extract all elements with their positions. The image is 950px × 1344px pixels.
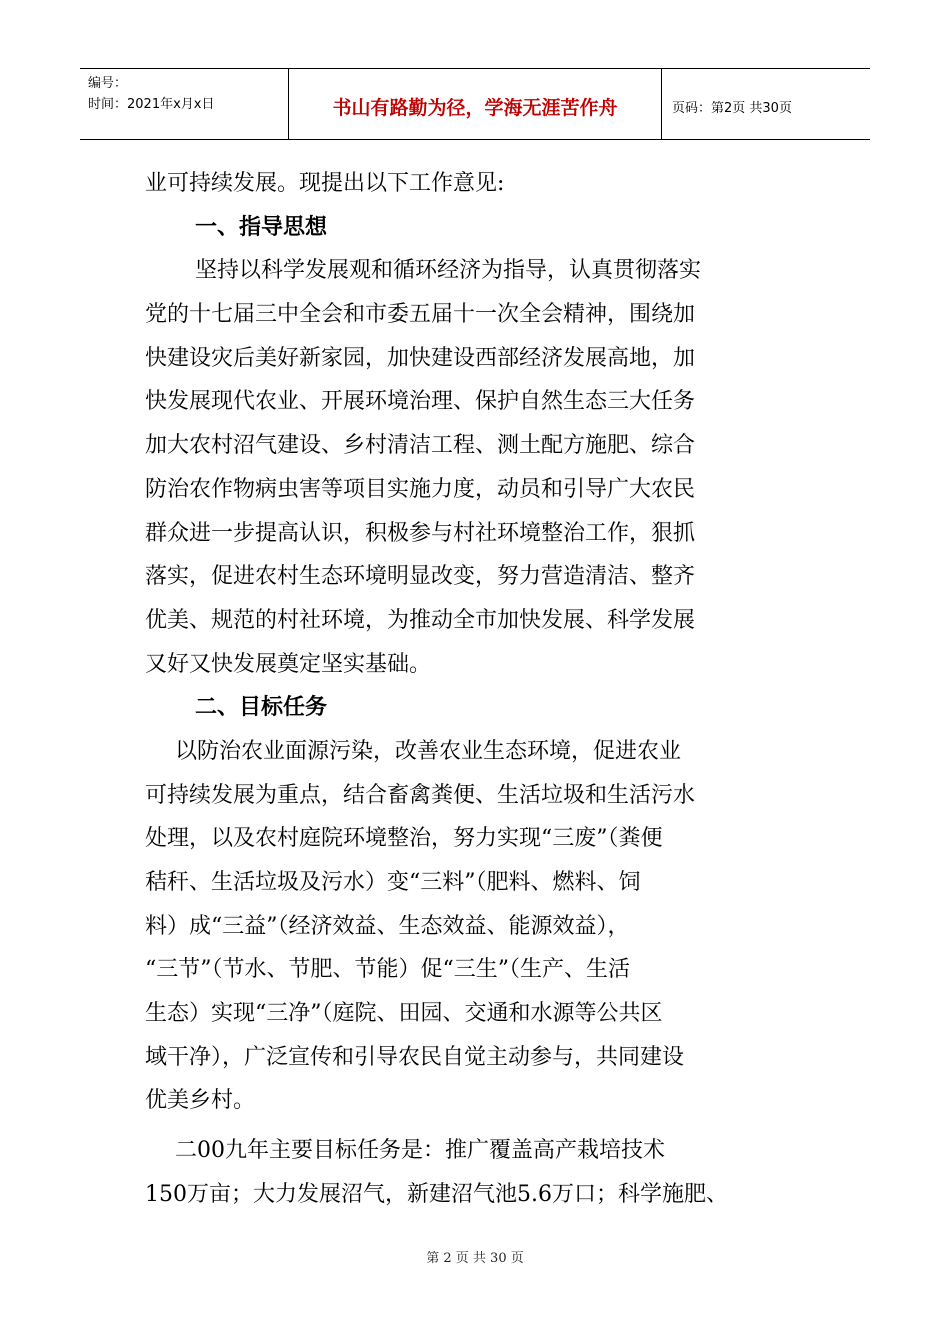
document-header [80,68,870,140]
section-heading-guiding-ideology: 一、指导思想 [195,214,328,240]
header-motto: 书山有路勤为径，学海无涯苦作舟 [288,69,662,139]
body-line: 快建设灾后美好新家园，加快建设西部经济发展高地，加 [145,345,696,371]
document-number-label: 编号： [88,76,128,91]
document-time: 时间：2021年x月x日 [88,97,215,112]
body-line: 党的十七届三中全会和市委五届十一次全会精神，围绕加 [145,302,696,328]
page-footer: 第 2 页 共 30 页 [426,1251,524,1266]
body-line: 业可持续发展。现提出以下工作意见: [145,171,505,196]
body-line: 150万亩；大力发展沼气，新建沼气池5.6万口；科学施肥、 [145,1181,728,1207]
body-line: 防治农作物病虫害等项目实施力度，动员和引导广大农民 [145,476,696,502]
body-line: 以防治农业面源污染，改善农业生态环境，促进农业 [175,738,682,764]
body-line: 秸秆、生活垃圾及污水）变“三料”（肥料、燃料、饲 [145,870,641,895]
document-body [145,162,815,1217]
section-heading-goals-tasks: 二、目标任务 [195,695,328,721]
body-line: 快发展现代农业、开展环境治理、保护自然生态三大任务 [145,389,696,415]
body-line: 落实，促进农村生态环境明显改变，努力营造清洁、整齐 [145,564,696,590]
body-line: 生态）实现“三净”（庭院、田园、交通和水源等公共区 [145,1001,663,1027]
body-line: 坚持以科学发展观和循环经济为指导，认真贯彻落实 [195,258,702,284]
header-meta [80,69,288,139]
body-line: 料）成“三益”（经济效益、生态效益、能源效益）， [145,913,630,939]
body-line: 群众进一步提高认识，积极参与村社环境整治工作，狠抓 [145,520,696,546]
body-line: 加大农村沼气建设、乡村清洁工程、测土配方施肥、综合 [145,433,696,459]
body-line: 二00九年主要目标任务是：推广覆盖高产栽培技术 [175,1138,665,1164]
header-page-info: 页码：第2页 共30页 [672,100,792,116]
body-line: “三节”（节水、节肥、节能）促“三生”（生产、生活 [145,957,630,983]
body-line: 域干净），广泛宣传和引导农民自觉主动参与，共同建设 [145,1044,685,1070]
body-line: 优美、规范的村社环境，为推动全市加快发展、科学发展 [145,607,696,633]
body-line: 又好又快发展奠定坚实基础。 [145,651,432,677]
body-line: 可持续发展为重点，结合畜禽粪便、生活垃圾和生活污水 [145,782,696,808]
body-line: 处理，以及农村庭院环境整治，努力实现“三废”（粪便 [145,826,663,852]
body-line: 优美乡村。 [145,1088,256,1114]
